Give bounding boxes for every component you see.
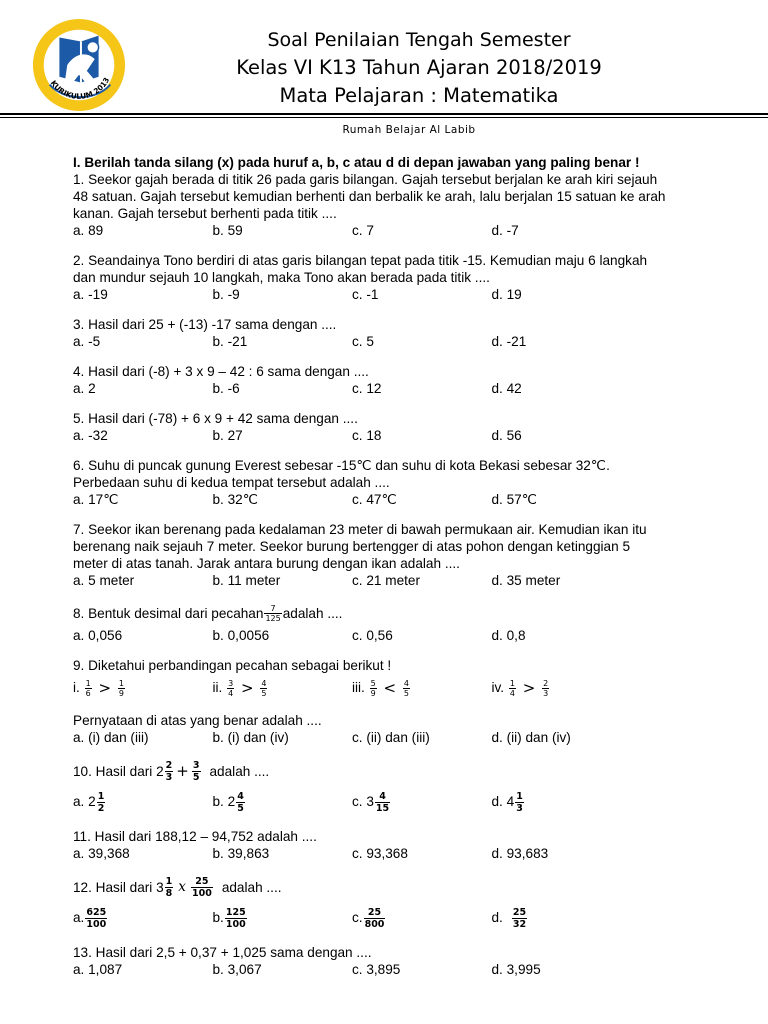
question-line: 1. Seekor gajah berada di titik 26 pada garis bilangan. Gajah tersebut berjalan ke arah kiri sejauh <box>73 172 658 187</box>
question-5 <box>73 410 703 444</box>
fraction <box>118 679 125 698</box>
denominator: 5 <box>192 771 200 783</box>
option-label: b. <box>212 909 224 925</box>
numerator: 2 <box>543 678 549 688</box>
option-d[interactable]: d. 19 <box>491 287 522 302</box>
question-text: 13. Hasil dari 2,5 + 0,37 + 1,025 sama dengan .... <box>73 945 372 960</box>
option-a[interactable] <box>73 907 213 930</box>
fraction <box>509 679 516 698</box>
question-10 <box>73 756 703 818</box>
fraction <box>85 679 92 698</box>
option-b[interactable]: b. 0,0056 <box>212 628 270 643</box>
header-divider-thick <box>0 113 768 115</box>
numerator: 1 <box>118 678 124 688</box>
question-9 <box>73 657 703 746</box>
denominator: 32 <box>512 918 527 930</box>
denominator: 3 <box>516 802 523 814</box>
option-b[interactable]: b. 59 <box>212 223 243 238</box>
option-b[interactable]: b. 3,067 <box>212 962 262 977</box>
question-6 <box>73 457 703 508</box>
option-d[interactable]: d. 3,995 <box>491 962 541 977</box>
option-d[interactable]: d. 56 <box>491 428 522 443</box>
relation-sign: > <box>98 678 112 697</box>
numerator: 1 <box>85 678 91 688</box>
option-c[interactable]: c. 5 <box>352 334 374 349</box>
option-a[interactable]: a. 0,056 <box>73 628 123 643</box>
numerator: 25 <box>367 906 382 918</box>
option-c[interactable]: c. 3,895 <box>352 962 401 977</box>
option-a[interactable]: a. 89 <box>73 223 104 238</box>
answer-options <box>73 729 703 746</box>
fraction <box>165 876 174 899</box>
question-line: berenang naik sejauh 7 meter. Seekor burung bertengger di atas pohon dengan ketinggian 5 <box>73 539 630 554</box>
option-b[interactable] <box>213 907 353 930</box>
denominator: 4 <box>228 688 234 698</box>
fraction <box>191 876 213 899</box>
option-label: a. <box>73 909 85 925</box>
option-a[interactable]: a. 1,087 <box>73 962 123 977</box>
denominator: 8 <box>165 887 173 899</box>
numerator: 2 <box>165 759 173 771</box>
option-b[interactable]: b. 32℃ <box>212 492 259 507</box>
fraction <box>542 679 549 698</box>
option-d[interactable]: d. 0,8 <box>491 628 526 643</box>
denominator: 4 <box>509 688 515 698</box>
question-text: 5. Hasil dari (-78) + 6 x 9 + 42 sama dengan .... <box>73 411 358 426</box>
denominator: 9 <box>370 688 376 698</box>
logo-text-ring <box>30 16 128 114</box>
exam-header <box>128 26 710 110</box>
option-b[interactable]: b. 11 meter <box>212 573 281 588</box>
question-text: 3. Hasil dari 25 + (-13) -17 sama dengan .... <box>73 317 337 332</box>
option-d[interactable]: d. (ii) dan (iv) <box>491 730 571 745</box>
answer-options <box>73 572 703 589</box>
item-label: i. <box>73 679 80 695</box>
kurikulum-2013-logo <box>30 16 128 114</box>
option-c[interactable]: c. 47℃ <box>352 492 397 507</box>
option-a[interactable]: a. 2 <box>73 381 96 396</box>
option-c[interactable]: c. 7 <box>352 223 374 238</box>
question-line: 6. Suhu di puncak gunung Everest sebesar -15℃ dan suhu di kota Bekasi sebesar 32℃. <box>73 458 610 473</box>
question-line: kanan. Gajah tersebut berhenti pada titik .... <box>73 206 337 221</box>
denominator: 100 <box>191 887 212 899</box>
option-a[interactable]: a. -32 <box>73 428 108 443</box>
question-statement: Pernyataan di atas yang benar adalah .... <box>73 713 322 728</box>
option-a[interactable]: a. 17℃ <box>73 492 119 507</box>
numerator: 4 <box>237 790 244 802</box>
numerator: 125 <box>225 906 246 918</box>
option-label: a. 2 <box>73 793 96 809</box>
numerator: 7 <box>270 603 276 613</box>
option-d[interactable] <box>492 791 632 814</box>
option-a[interactable]: a. -19 <box>73 287 108 302</box>
fraction <box>403 679 410 698</box>
option-c[interactable] <box>352 907 492 930</box>
fraction <box>370 679 377 698</box>
answer-options <box>73 902 703 934</box>
option-d[interactable]: d. -7 <box>491 223 519 238</box>
exam-questions <box>73 154 703 978</box>
option-b[interactable] <box>213 791 353 814</box>
option-a[interactable]: a. 5 meter <box>73 573 135 588</box>
question-line: dan mundur sejauh 10 langkah, maka Tono akan berada pada titik .... <box>73 270 490 285</box>
relation-sign: > <box>522 678 536 697</box>
fraction <box>515 791 524 814</box>
fraction <box>165 760 174 783</box>
numerator: 4 <box>403 678 409 688</box>
question-4 <box>73 363 703 397</box>
option-c[interactable]: c. 18 <box>352 428 382 443</box>
option-b[interactable]: b. -6 <box>212 381 240 396</box>
denominator: 3 <box>165 771 173 783</box>
fraction <box>512 907 527 930</box>
numerator: 4 <box>261 678 267 688</box>
fraction <box>85 907 107 930</box>
option-b[interactable]: b. -21 <box>212 334 248 349</box>
question-3 <box>73 316 703 350</box>
question-7 <box>73 521 703 589</box>
denominator: 9 <box>118 688 124 698</box>
question-prefix: 8. Bentuk desimal dari pecahan <box>73 605 264 621</box>
option-d[interactable]: d. 35 meter <box>491 573 561 588</box>
option-a[interactable]: a. -5 <box>73 334 101 349</box>
exam-class-year: Kelas VI K13 Tahun Ajaran 2018/2019 <box>236 56 602 79</box>
instruction: I. Berilah tanda silang (x) pada huruf a, b, c atau d di depan jawaban yang paling benar ! <box>73 155 640 170</box>
answer-options <box>73 333 703 350</box>
fraction <box>192 760 201 783</box>
fraction <box>260 679 267 698</box>
answer-options <box>73 845 703 862</box>
question-line: 2. Seandainya Tono berdiri di atas garis bilangan tepat pada titik -15. Kemudian maju 6 langkah <box>73 253 648 268</box>
option-c[interactable]: c. 12 <box>352 381 382 396</box>
option-c[interactable]: c. 0,56 <box>352 628 393 643</box>
denominator: 6 <box>85 688 91 698</box>
question-text: 9. Diketahui perbandingan pecahan sebagai berikut ! <box>73 658 392 673</box>
denominator: 100 <box>225 918 246 930</box>
fraction <box>97 791 106 814</box>
question-line: meter di atas tanah. Jarak antara burung dengan ikan adalah .... <box>73 556 460 571</box>
numerator: 1 <box>516 790 523 802</box>
option-label: b. 2 <box>212 793 236 809</box>
question-text <box>73 756 703 786</box>
comparison-iv <box>492 679 632 698</box>
option-d[interactable]: d. -21 <box>491 334 527 349</box>
option-label: c. 3 <box>352 793 374 809</box>
fraction <box>364 907 386 930</box>
numerator: 1 <box>165 875 173 887</box>
option-d[interactable]: d. 42 <box>491 381 522 396</box>
numerator: 25 <box>512 906 527 918</box>
question-8 <box>73 599 703 644</box>
question-prefix: 10. Hasil dari 2 <box>73 763 164 779</box>
header-divider-thin <box>0 117 768 118</box>
question-suffix: adalah .... <box>221 879 282 895</box>
item-label: iv. <box>491 679 505 695</box>
denominator: 3 <box>543 688 549 698</box>
option-b[interactable]: b. 39,863 <box>212 846 270 861</box>
relation-sign: > <box>240 678 254 697</box>
option-c[interactable]: c. -1 <box>352 287 379 302</box>
question-11 <box>73 828 703 862</box>
option-d[interactable]: d. 57℃ <box>491 492 538 507</box>
answer-options <box>73 222 703 239</box>
option-c[interactable]: c. 93,368 <box>352 846 408 861</box>
question-12 <box>73 872 703 934</box>
option-label: d. <box>491 909 503 925</box>
answer-options <box>73 286 703 303</box>
option-a[interactable]: a. (i) dan (iii) <box>73 730 149 745</box>
question-2 <box>73 252 703 303</box>
question-text: 4. Hasil dari (-8) + 3 x 9 – 42 : 6 sama dengan .... <box>73 364 369 379</box>
svg-text:KURIKULUM 2013 <box>49 76 112 101</box>
denominator: 5 <box>261 688 267 698</box>
comparison-iii <box>352 679 492 698</box>
question-1 <box>73 171 703 239</box>
exam-subject: Mata Pelajaran : Matematika <box>279 84 559 107</box>
denominator: 5 <box>237 802 244 814</box>
publisher-name: Rumah Belajar Al Labib <box>342 124 476 136</box>
numerator: 3 <box>228 678 234 688</box>
relation-sign: < <box>383 678 397 697</box>
option-a[interactable] <box>73 791 213 814</box>
comparison-ii <box>213 679 353 698</box>
denominator: 800 <box>364 918 385 930</box>
option-d[interactable] <box>492 907 632 930</box>
numerator: 3 <box>192 759 200 771</box>
denominator: 5 <box>403 688 409 698</box>
fraction <box>227 679 234 698</box>
answer-options <box>73 427 703 444</box>
option-c[interactable]: c. (ii) dan (iii) <box>352 730 430 745</box>
denominator: 2 <box>97 802 105 814</box>
fraction <box>225 907 247 930</box>
option-d[interactable]: d. 93,683 <box>491 846 549 861</box>
answer-options <box>73 961 703 978</box>
denominator: 100 <box>86 918 107 930</box>
fraction <box>375 791 390 814</box>
plus-sign: + <box>176 761 189 780</box>
answer-options <box>73 491 703 508</box>
question-line: 48 satuan. Gajah tersebut kemudian berhenti dan berbalik ke arah, lalu berjalan 15 satuan ke arah <box>73 189 666 204</box>
question-line: 7. Seekor ikan berenang pada kedalaman 23 meter di bawah permukaan air. Kemudian ikan itu <box>73 522 647 537</box>
item-label: ii. <box>212 679 223 695</box>
fraction <box>236 791 245 814</box>
question-line: Perbedaan suhu di kedua tempat tersebut adalah .... <box>73 475 390 490</box>
option-c[interactable]: c. 21 meter <box>352 573 420 588</box>
item-label: iii. <box>352 679 365 695</box>
numerator: 625 <box>86 906 107 918</box>
option-a[interactable]: a. 39,368 <box>73 846 130 861</box>
numerator: 4 <box>379 790 386 802</box>
answer-options <box>73 786 703 818</box>
option-c[interactable] <box>352 791 492 814</box>
numerator: 25 <box>195 875 209 887</box>
question-text <box>73 872 703 902</box>
option-label: d. 4 <box>491 793 515 809</box>
answer-options <box>73 627 703 644</box>
denominator: 125 <box>265 613 281 623</box>
option-b[interactable]: b. (i) dan (iv) <box>212 730 289 745</box>
denominator: 15 <box>375 802 390 814</box>
numerator: 1 <box>97 790 105 802</box>
comparison-i <box>73 679 213 698</box>
question-13 <box>73 944 703 978</box>
numerator: 1 <box>509 678 515 688</box>
comparison-items <box>73 674 703 702</box>
numerator: 5 <box>370 678 376 688</box>
exam-title: Soal Penilaian Tengah Semester <box>267 29 571 51</box>
multiply-sign: x <box>178 878 186 895</box>
question-text <box>73 599 703 627</box>
option-b[interactable]: b. -9 <box>212 287 240 302</box>
option-b[interactable]: b. 27 <box>212 428 243 443</box>
question-suffix: adalah .... <box>209 763 270 779</box>
question-suffix: adalah .... <box>282 605 343 621</box>
answer-options <box>73 380 703 397</box>
question-text: 11. Hasil dari 188,12 – 94,752 adalah .... <box>73 829 317 844</box>
option-label: c. <box>352 909 363 925</box>
logo-text: KURIKULUM 2013 <box>48 75 112 101</box>
question-prefix: 12. Hasil dari 3 <box>73 879 164 895</box>
fraction <box>264 604 281 623</box>
